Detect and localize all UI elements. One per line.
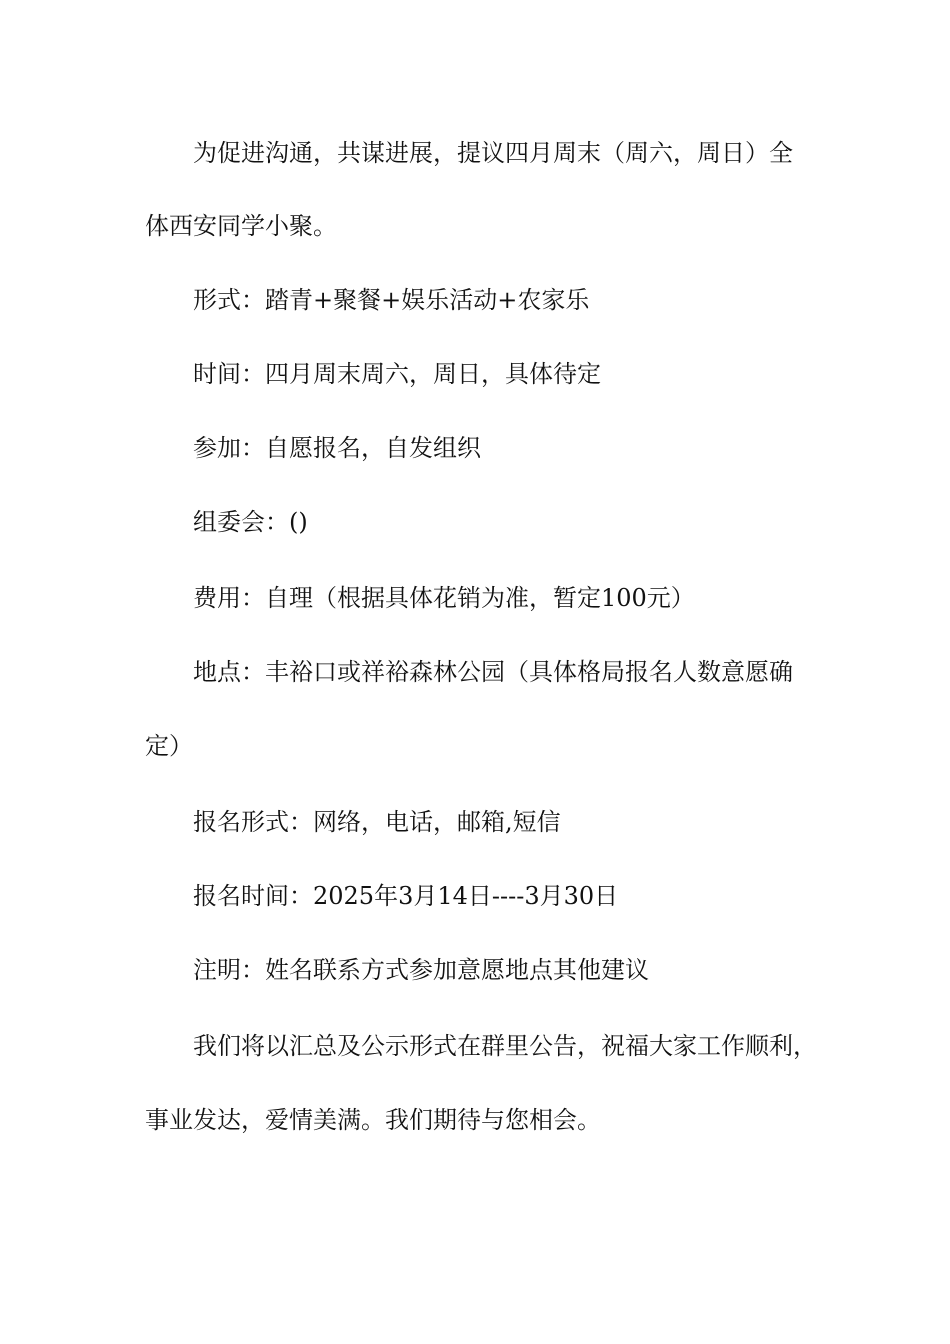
paragraph-closing-line2: 事业发达，爱情美满。我们期待与您相会。	[145, 1106, 601, 1134]
paragraph-form: 形式：踏青+聚餐+娱乐活动+农家乐	[193, 286, 590, 314]
paragraph-intro-line1: 为促进沟通，共谋进展，提议四月周末（周六，周日）全	[193, 139, 793, 167]
paragraph-closing-line1: 我们将以汇总及公示形式在群里公告，祝福大家工作顺利，	[193, 1032, 817, 1060]
paragraph-location-line2: 定）	[145, 732, 193, 760]
paragraph-participation: 参加：自愿报名，自发组织	[193, 434, 481, 462]
paragraph-time: 时间：四月周末周六，周日，具体待定	[193, 360, 601, 388]
paragraph-signup-time: 报名时间：2025年3月14日----3月30日	[193, 882, 619, 910]
paragraph-cost: 费用：自理（根据具体花销为准，暂定100元）	[193, 584, 695, 612]
paragraph-location-line1: 地点：丰裕口或祥裕森林公园（具体格局报名人数意愿确	[193, 658, 793, 686]
paragraph-note: 注明：姓名联系方式参加意愿地点其他建议	[193, 956, 649, 984]
paragraph-intro-line2: 体西安同学小聚。	[145, 212, 337, 240]
paragraph-committee: 组委会：()	[193, 508, 308, 536]
paragraph-signup-method: 报名形式：网络，电话，邮箱,短信	[193, 808, 561, 836]
